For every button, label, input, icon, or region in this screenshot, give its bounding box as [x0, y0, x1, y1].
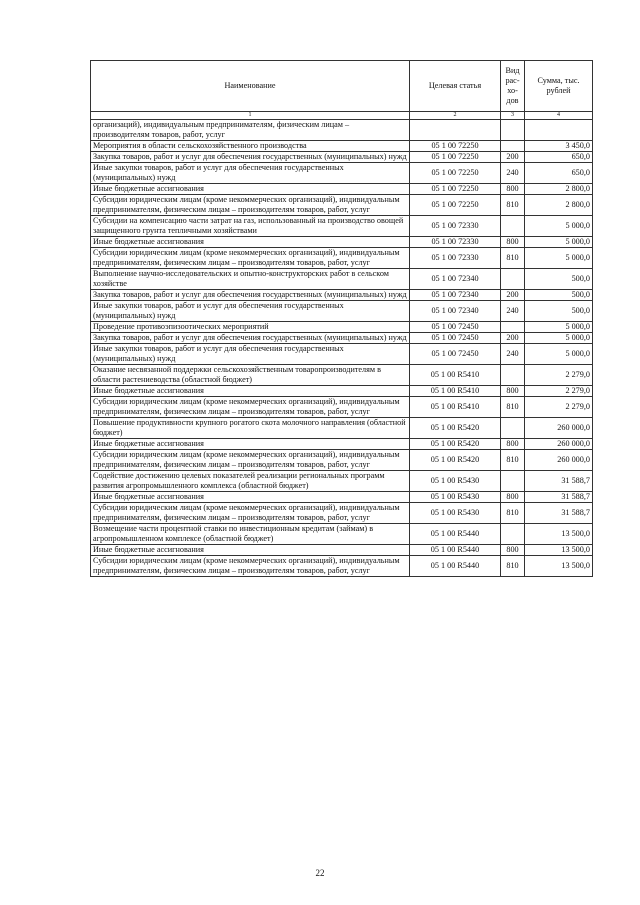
cell-vid: 240	[501, 301, 525, 322]
cell-code	[410, 120, 501, 141]
cell-code: 05 1 00 R5410	[410, 365, 501, 386]
cell-sum: 31 588,7	[525, 503, 593, 524]
table-row	[91, 450, 593, 471]
cell-vid: 800	[501, 545, 525, 556]
table-row	[91, 269, 593, 290]
cell-name: организаций), индивидуальным предпринимателям, физическим лицам – производителям товаров, работ, услуг	[91, 120, 410, 141]
table-row	[91, 365, 593, 386]
cell-name: Иные бюджетные ассигнования	[91, 184, 410, 195]
cell-code: 05 1 00 72450	[410, 322, 501, 333]
cell-name: Закупка товаров, работ и услуг для обеспечения государственных (муниципальных) нужд	[91, 333, 410, 344]
cell-vid: 810	[501, 248, 525, 269]
cell-sum: 2 800,0	[525, 184, 593, 195]
table-row	[91, 545, 593, 556]
cell-sum: 13 500,0	[525, 545, 593, 556]
cell-code: 05 1 00 R5430	[410, 471, 501, 492]
column-number: 4	[525, 112, 593, 120]
header-name: Наименование	[91, 61, 410, 112]
table-row	[91, 163, 593, 184]
table-row	[91, 141, 593, 152]
table-row	[91, 301, 593, 322]
header-code: Целевая статья	[410, 61, 501, 112]
cell-vid: 800	[501, 386, 525, 397]
cell-name: Мероприятия в области сельскохозяйственного производства	[91, 141, 410, 152]
cell-code: 05 1 00 R5430	[410, 503, 501, 524]
cell-sum: 2 279,0	[525, 365, 593, 386]
cell-name: Закупка товаров, работ и услуг для обеспечения государственных (муниципальных) нужд	[91, 290, 410, 301]
cell-sum: 5 000,0	[525, 322, 593, 333]
cell-vid	[501, 322, 525, 333]
cell-name: Субсидии юридическим лицам (кроме некоммерческих организаций), индивидуальным предпринимателям, физическим лицам – производителям товаров, работ, услуг	[91, 450, 410, 471]
table-row	[91, 344, 593, 365]
table-row	[91, 333, 593, 344]
cell-code: 05 1 00 R5430	[410, 492, 501, 503]
cell-vid: 200	[501, 333, 525, 344]
cell-name: Закупка товаров, работ и услуг для обеспечения государственных (муниципальных) нужд	[91, 152, 410, 163]
cell-name: Иные бюджетные ассигнования	[91, 492, 410, 503]
column-number-row	[91, 112, 593, 120]
cell-sum: 13 500,0	[525, 556, 593, 577]
cell-sum: 260 000,0	[525, 439, 593, 450]
cell-vid: 240	[501, 344, 525, 365]
cell-vid	[501, 216, 525, 237]
cell-sum: 5 000,0	[525, 248, 593, 269]
cell-sum: 260 000,0	[525, 450, 593, 471]
table-row	[91, 503, 593, 524]
cell-name: Иные бюджетные ассигнования	[91, 386, 410, 397]
column-number: 3	[501, 112, 525, 120]
table-row	[91, 237, 593, 248]
cell-vid	[501, 141, 525, 152]
table-row	[91, 248, 593, 269]
cell-sum: 31 588,7	[525, 492, 593, 503]
table-body	[91, 120, 593, 577]
cell-sum: 500,0	[525, 290, 593, 301]
cell-vid: 240	[501, 163, 525, 184]
cell-code: 05 1 00 72340	[410, 301, 501, 322]
cell-code: 05 1 00 R5410	[410, 397, 501, 418]
cell-vid: 810	[501, 397, 525, 418]
table-row	[91, 556, 593, 577]
cell-vid: 200	[501, 290, 525, 301]
cell-name: Содействие достижению целевых показателей реализации региональных программ развития агропромышленного комплекса (областной бюджет)	[91, 471, 410, 492]
header-vid: Вид рас- хо- дов	[501, 61, 525, 112]
cell-sum: 2 800,0	[525, 195, 593, 216]
cell-sum: 500,0	[525, 269, 593, 290]
cell-sum: 650,0	[525, 163, 593, 184]
cell-vid	[501, 120, 525, 141]
cell-code: 05 1 00 72250	[410, 152, 501, 163]
table-row	[91, 386, 593, 397]
cell-code: 05 1 00 72450	[410, 344, 501, 365]
cell-name: Иные закупки товаров, работ и услуг для обеспечения государственных (муниципальных) нужд	[91, 301, 410, 322]
cell-vid: 810	[501, 556, 525, 577]
cell-name: Иные бюджетные ассигнования	[91, 439, 410, 450]
cell-vid: 810	[501, 450, 525, 471]
cell-vid	[501, 471, 525, 492]
cell-name: Иные закупки товаров, работ и услуг для обеспечения государственных (муниципальных) нужд	[91, 163, 410, 184]
cell-name: Субсидии юридическим лицам (кроме некоммерческих организаций), индивидуальным предпринимателям, физическим лицам – производителям товаров, работ, услуг	[91, 397, 410, 418]
cell-name: Субсидии на компенсацию части затрат на газ, использованный на производство овощей защищенного грунта тепличными хозяйствами	[91, 216, 410, 237]
cell-name: Оказание несвязанной поддержки сельскохозяйственным товаропроизводителям в области растениеводства (областной бюджет)	[91, 365, 410, 386]
table-row	[91, 492, 593, 503]
cell-sum: 5 000,0	[525, 237, 593, 248]
page-number: 22	[315, 868, 325, 878]
cell-code: 05 1 00 R5410	[410, 386, 501, 397]
table-header-row	[91, 61, 593, 112]
cell-vid	[501, 269, 525, 290]
cell-code: 05 1 00 72330	[410, 248, 501, 269]
cell-sum: 5 000,0	[525, 216, 593, 237]
table-row	[91, 471, 593, 492]
cell-code: 05 1 00 72450	[410, 333, 501, 344]
cell-code: 05 1 00 72250	[410, 141, 501, 152]
table-row	[91, 524, 593, 545]
cell-code: 05 1 00 R5420	[410, 450, 501, 471]
cell-code: 05 1 00 72250	[410, 195, 501, 216]
table-row	[91, 439, 593, 450]
table-row	[91, 184, 593, 195]
column-number: 1	[91, 112, 410, 120]
cell-name: Иные бюджетные ассигнования	[91, 237, 410, 248]
table-row	[91, 195, 593, 216]
table-row	[91, 418, 593, 439]
cell-sum: 5 000,0	[525, 344, 593, 365]
cell-sum: 260 000,0	[525, 418, 593, 439]
cell-code: 05 1 00 R5440	[410, 524, 501, 545]
cell-vid	[501, 365, 525, 386]
cell-vid	[501, 524, 525, 545]
column-number: 2	[410, 112, 501, 120]
cell-code: 05 1 00 72250	[410, 163, 501, 184]
cell-sum: 31 588,7	[525, 471, 593, 492]
table-row	[91, 290, 593, 301]
cell-code: 05 1 00 72250	[410, 184, 501, 195]
cell-name: Повышение продуктивности крупного рогатого скота молочного направления (областной бюджет)	[91, 418, 410, 439]
cell-code: 05 1 00 72330	[410, 216, 501, 237]
cell-sum: 5 000,0	[525, 333, 593, 344]
cell-name: Иные бюджетные ассигнования	[91, 545, 410, 556]
cell-sum	[525, 120, 593, 141]
budget-table	[90, 60, 593, 577]
cell-name: Субсидии юридическим лицам (кроме некоммерческих организаций), индивидуальным предпринимателям, физическим лицам – производителям товаров, работ, услуг	[91, 195, 410, 216]
table-row	[91, 120, 593, 141]
table-row	[91, 397, 593, 418]
cell-sum: 650,0	[525, 152, 593, 163]
header-sum: Сумма, тыс. рублей	[525, 61, 593, 112]
cell-code: 05 1 00 R5440	[410, 545, 501, 556]
cell-vid: 800	[501, 237, 525, 248]
cell-vid: 800	[501, 439, 525, 450]
cell-name: Проведение противоэпизоотических мероприятий	[91, 322, 410, 333]
cell-vid: 810	[501, 503, 525, 524]
cell-name: Субсидии юридическим лицам (кроме некоммерческих организаций), индивидуальным предпринимателям, физическим лицам – производителям товаров, работ, услуг	[91, 248, 410, 269]
cell-code: 05 1 00 72340	[410, 269, 501, 290]
table-row	[91, 152, 593, 163]
cell-code: 05 1 00 R5420	[410, 418, 501, 439]
cell-name: Выполнение научно-исследовательских и опытно-конструкторских работ в сельском хозяйстве	[91, 269, 410, 290]
cell-code: 05 1 00 R5420	[410, 439, 501, 450]
cell-sum: 3 450,0	[525, 141, 593, 152]
cell-sum: 2 279,0	[525, 386, 593, 397]
table-row	[91, 216, 593, 237]
cell-name: Субсидии юридическим лицам (кроме некоммерческих организаций), индивидуальным предпринимателям, физическим лицам – производителям товаров, работ, услуг	[91, 503, 410, 524]
cell-sum: 500,0	[525, 301, 593, 322]
cell-name: Возмещение части процентной ставки по инвестиционным кредитам (займам) в агропромышленном комплексе (областной бюджет)	[91, 524, 410, 545]
cell-sum: 13 500,0	[525, 524, 593, 545]
cell-vid: 810	[501, 195, 525, 216]
cell-vid: 800	[501, 492, 525, 503]
cell-code: 05 1 00 72330	[410, 237, 501, 248]
cell-vid	[501, 418, 525, 439]
cell-sum: 2 279,0	[525, 397, 593, 418]
cell-code: 05 1 00 R5440	[410, 556, 501, 577]
cell-name: Иные закупки товаров, работ и услуг для обеспечения государственных (муниципальных) нужд	[91, 344, 410, 365]
cell-name: Субсидии юридическим лицам (кроме некоммерческих организаций), индивидуальным предпринимателям, физическим лицам – производителям товаров, работ, услуг	[91, 556, 410, 577]
table-row	[91, 322, 593, 333]
cell-code: 05 1 00 72340	[410, 290, 501, 301]
cell-vid: 200	[501, 152, 525, 163]
cell-vid: 800	[501, 184, 525, 195]
